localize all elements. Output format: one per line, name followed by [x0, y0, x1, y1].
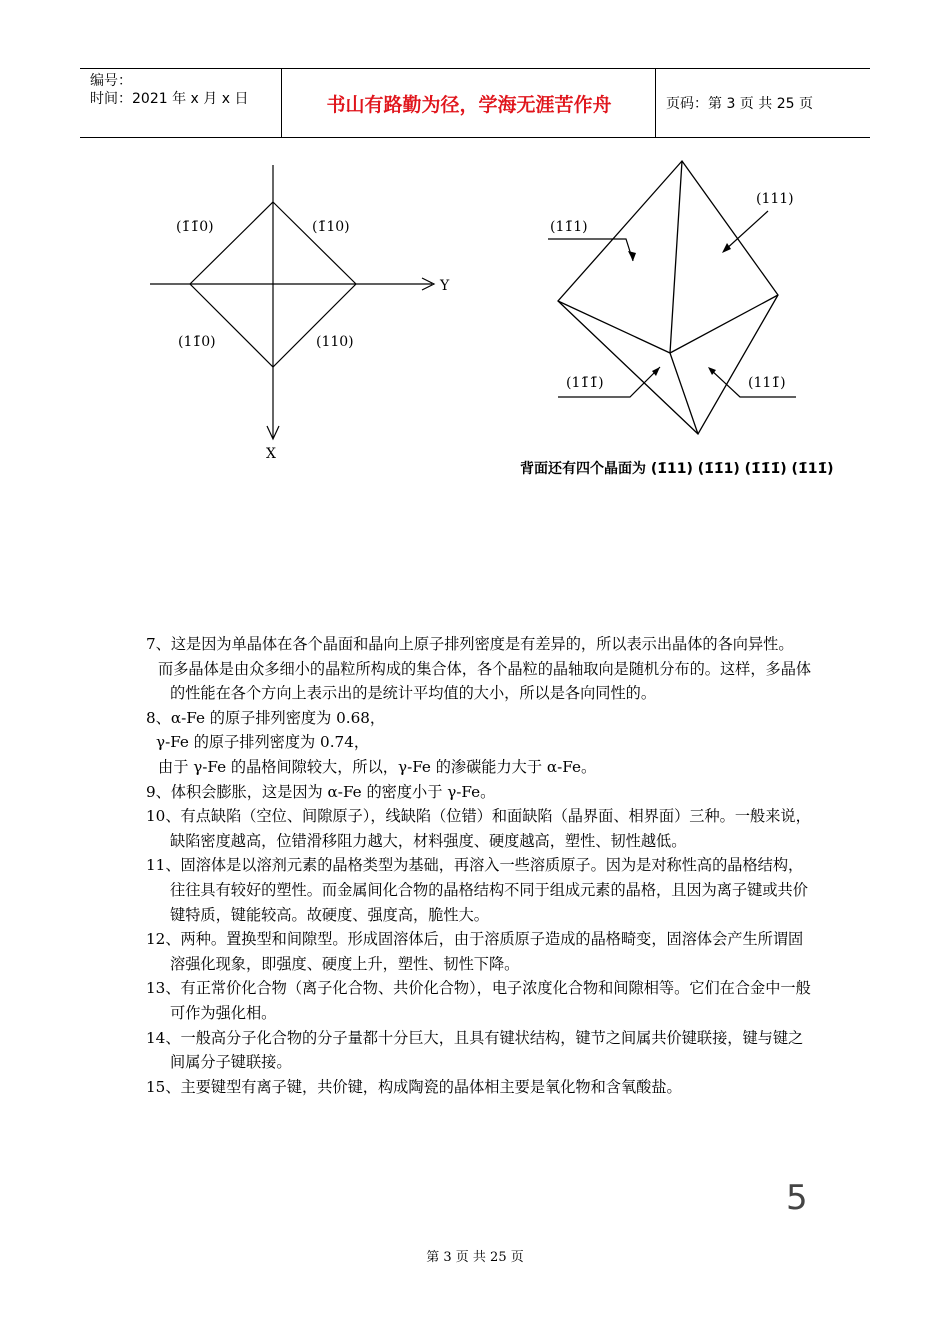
paragraph-14: 14、一般高分子化合物的分子量都十分巨大，且具有键状结构，键节之间属共价键联接，键与键之间属分子键联接。 — [146, 1028, 804, 1072]
number-label: 编号： — [90, 73, 132, 89]
paragraph-8b: γ-Fe 的原子排列密度为 0.74， — [156, 733, 370, 752]
paragraph-13: 13、有正常价化合物（离子化合物、共价化合物），电子浓度化合物和间隙相等。它们在合金中一般可作为强化相。 — [146, 979, 811, 1022]
paragraph-11: 11、固溶体是以溶剂元素的晶格类型为基础，再溶入一些溶质原子。因为是对称性高的晶格结构，往往具有较好的塑性。而金属间化合物的晶格结构不同于组成元素的晶格，且因为离子键或共价键特质，键能较高。故硬度、强度高，脆性大。 — [146, 856, 808, 924]
axis-x-label: X — [266, 446, 276, 462]
plane-label-tr: (1̄10) — [312, 219, 350, 235]
octahedron-outline — [558, 161, 778, 434]
face-label-11-1-1: (11̄1̄) — [566, 375, 604, 391]
edge-bottom-front — [670, 353, 698, 434]
paragraph-7b: 而多晶体是由众多细小的晶粒所构成的集合体，各个晶粒的晶轴取向是随机分布的。这样，多晶体的性能在各个方向上表示出的是统计平均值的大小，所以是各向同性的。 — [158, 659, 812, 703]
page-footer: 第 3 页 共 25 页 — [426, 1250, 524, 1265]
paragraph-8: 8、α-Fe 的原子排列密度为 0.68， — [146, 708, 386, 727]
time-label: 时间：2021 年 x 月 x 日 — [90, 91, 249, 107]
header-left-cell — [80, 69, 282, 137]
answer-text — [146, 632, 814, 1099]
page-info — [656, 69, 870, 137]
paragraph-10: 10、有点缺陷（空位、间隙原子），线缺陷（位错）和面缺陷（晶界面、相界面）三种。一般来说，缺陷密度越高，位错滑移阻力越大，材料强度、硬度越高，塑性、韧性越低。 — [146, 807, 811, 850]
paragraph-7: 7、这是因为单晶体在各个晶面和晶向上原子排列密度是有差异的，所以表示出晶体的各向异性。 — [146, 635, 794, 653]
axis-y-label: Y — [440, 278, 450, 294]
header-table — [80, 68, 870, 138]
pointer-11-1 — [548, 239, 633, 261]
paragraph-12: 12、两种。置换型和间隙型。形成固溶体后，由于溶质原子造成的晶格畸变，固溶体会产生所谓固溶强化现象，即强度、硬度上升，塑性、韧性下降。 — [146, 930, 804, 973]
octahedron-diagram — [540, 155, 840, 445]
large-page-number: 5 — [786, 1178, 808, 1218]
plane-label-br: (110) — [316, 334, 354, 350]
plane-label-bl: (11̄0) — [178, 334, 216, 350]
face-label-11-1: (11̄1) — [550, 219, 588, 235]
plane-label-tl: (1̄1̄0) — [176, 219, 214, 235]
paragraph-8c: 由于 γ-Fe 的晶格间隙较大，所以，γ-Fe 的渗碳能力大于 α-Fe。 — [158, 757, 597, 776]
paragraph-15: 15、主要键型有离子键，共价键，构成陶瓷的晶体相主要是氧化物和含氧酸盐。 — [146, 1077, 682, 1096]
pointer-111 — [724, 211, 768, 251]
edge-left-bottom — [558, 301, 698, 434]
paragraph-9: 9、体积会膨胀，这是因为 α-Fe 的密度小于 γ-Fe。 — [146, 782, 496, 801]
edge-top-front — [670, 161, 682, 353]
face-label-111: (111) — [756, 191, 794, 207]
plane-diagram — [140, 160, 460, 460]
motto: 书山有路勤为径，学海无涯苦作舟 — [283, 69, 656, 137]
edge-left-front — [558, 301, 670, 353]
face-label-111-: (111̄) — [748, 375, 786, 391]
page-info-text: 页码：第 3 页 共 25 页 — [666, 96, 813, 112]
figure-caption: 背面还有四个晶面为 (1̄11) (1̄1̄1) (1̄1̄1̄) (1̄11̄) — [520, 461, 834, 477]
